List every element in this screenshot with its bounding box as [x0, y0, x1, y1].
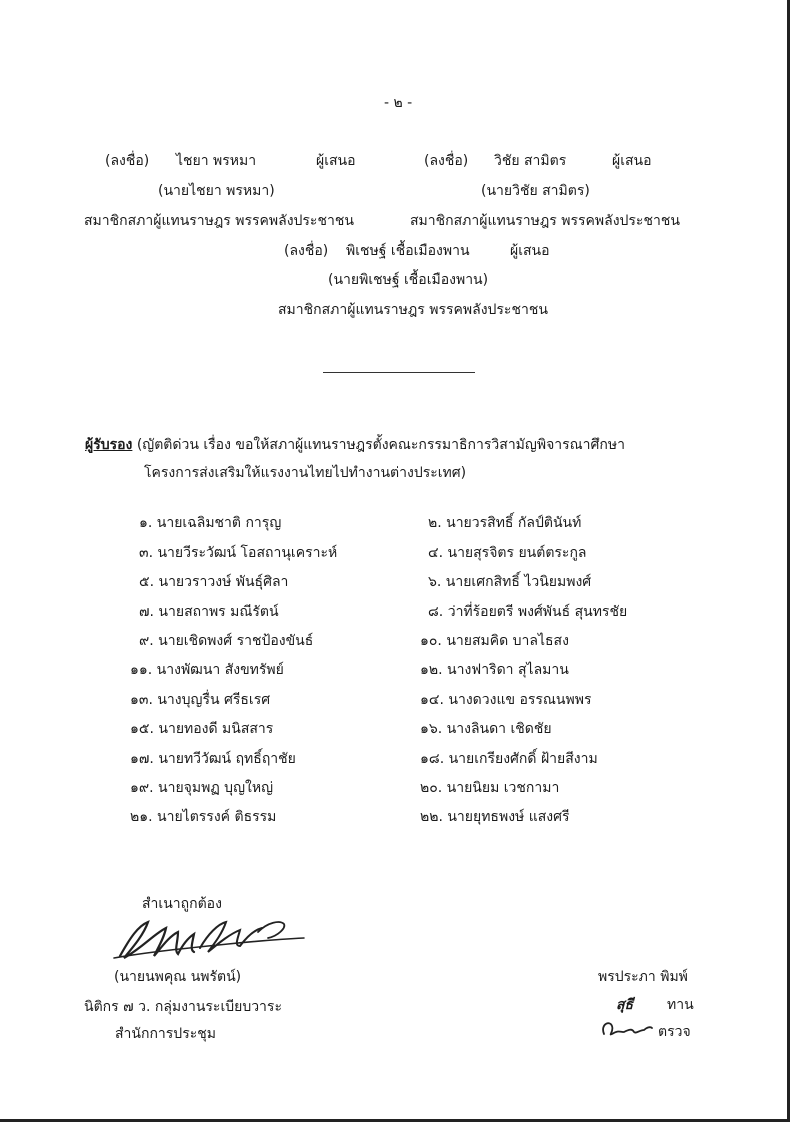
proposer-1-affiliation: สมาชิกสภาผู้แทนราษฎร พรรคพลังประชาชน: [84, 213, 354, 229]
motion-title-line-2: โครงการส่งเสริมให้แรงงานไทยไปทำงานต่างประเทศ): [144, 465, 467, 481]
endorser-17: ๑๗. นายทวีวัฒน์ ฤทธิ์ฤาชัย: [130, 751, 296, 767]
endorser-16: ๑๖. นางลินดา เชิดชัย: [420, 721, 552, 737]
endorser-2: ๒. นายวรสิทธิ์ กัลป์ตินันท์: [428, 515, 582, 531]
typist-label: พรประภา พิมพ์: [598, 969, 688, 985]
endorser-19: ๑๙. นายจุมพฏ บุญใหญ่: [130, 780, 273, 796]
endorser-14: ๑๔. นางดวงแข อรรณนพพร: [420, 692, 592, 708]
page-number: - ๒ -: [384, 95, 413, 111]
endorser-11: ๑๑. นางพัฒนา สังขทรัพย์: [130, 662, 284, 678]
motion-title-line-1: (ญัตติด่วน เรื่อง ขอให้สภาผู้แทนราษฎรตั้งคณะกรรมาธิการวิสามัญพิจารณาศึกษา: [132, 437, 625, 453]
proposer-3-sign-prefix: (ลงชื่อ): [284, 243, 329, 259]
endorser-8: ๘. ว่าที่ร้อยตรี พงศ์พันธ์ สุนทรชัย: [428, 604, 628, 620]
endorser-3: ๓. นายวีระวัฒน์ โอสถานุเคราะห์: [139, 545, 338, 561]
proposer-1-full-name: (นายไชยา พรหมา): [158, 183, 275, 199]
endorser-18: ๑๘. นายเกรียงศักดิ์ ฝ้ายสีงาม: [420, 751, 598, 767]
proposer-1-sign-prefix: (ลงชื่อ): [105, 153, 150, 169]
proposer-3-affiliation: สมาชิกสภาผู้แทนราษฎร พรรคพลังประชาชน: [278, 302, 548, 318]
endorser-10: ๑๐. นายสมคิด บาลไธสง: [420, 633, 569, 649]
endorser-7: ๗. นายสถาพร มณีรัตน์: [139, 604, 279, 620]
proposer-1-role: ผู้เสนอ: [316, 153, 356, 169]
endorser-12: ๑๒. นางฟาริดา สุไลมาน: [420, 662, 569, 678]
endorser-21: ๒๑. นายไตรรงค์ ติธรรม: [130, 809, 277, 825]
endorser-22: ๒๒. นายยุทธพงษ์ แสงศรี: [420, 809, 570, 825]
proposer-3-role: ผู้เสนอ: [510, 243, 550, 259]
section-divider: [323, 372, 475, 373]
endorser-15: ๑๕. นายทองดี มนิสสาร: [130, 721, 274, 737]
endorsers-heading: ผู้รับรอง: [85, 437, 133, 453]
proposer-1-signed-name: ไชยา พรหมา: [176, 153, 257, 169]
endorsers-heading-line: [85, 434, 625, 456]
certifier-name: (นายนพคุณ นพรัตน์): [114, 969, 242, 985]
proposer-2-sign-prefix: (ลงชื่อ): [424, 153, 469, 169]
endorser-4: ๔. นายสุรจิตร ยนต์ตระกูล: [428, 545, 587, 561]
proposer-2-signed-name: วิชัย สามิตร: [494, 153, 567, 169]
checker-initials: [598, 1018, 654, 1040]
endorser-5: ๕. นายวราวงษ์ พันธุ์ศิลา: [139, 574, 289, 590]
reviewed-label: ทาน: [667, 997, 694, 1013]
endorser-9: ๙. นายเชิดพงศ์ ราชป้องขันธ์: [139, 633, 314, 649]
certified-copy-label: สำเนาถูกต้อง: [142, 896, 222, 912]
endorser-20: ๒๐. นายนิยม เวชกามา: [420, 780, 560, 796]
endorser-13: ๑๓. นางบุญรื่น ศรีธเรศ: [130, 692, 271, 708]
proposer-2-affiliation: สมาชิกสภาผู้แทนราษฎร พรรคพลังประชาชน: [410, 213, 680, 229]
proposer-2-role: ผู้เสนอ: [612, 153, 652, 169]
endorser-1: ๑. นายเฉลิมชาติ การุญ: [139, 515, 282, 531]
certifier-position: นิติกร ๗ ว. กลุ่มงานระเบียบวาระ: [84, 999, 282, 1015]
certifier-office: สำนักการประชุม: [115, 1026, 216, 1042]
handwritten-signature: [108, 908, 308, 966]
proposer-3-signed-name: พิเชษฐ์ เชื้อเมืองพาน: [346, 243, 470, 259]
checked-label: ตรวจ: [658, 1024, 691, 1040]
proposer-2-full-name: (นายวิชัย สามิตร): [481, 183, 590, 199]
proposer-3-full-name: (นายพิเชษฐ์ เชื้อเมืองพาน): [328, 272, 489, 288]
reviewer-initial: สุธี: [616, 997, 634, 1013]
endorser-6: ๖. นายเศกสิทธิ์ ไวนิยมพงศ์: [428, 574, 592, 590]
